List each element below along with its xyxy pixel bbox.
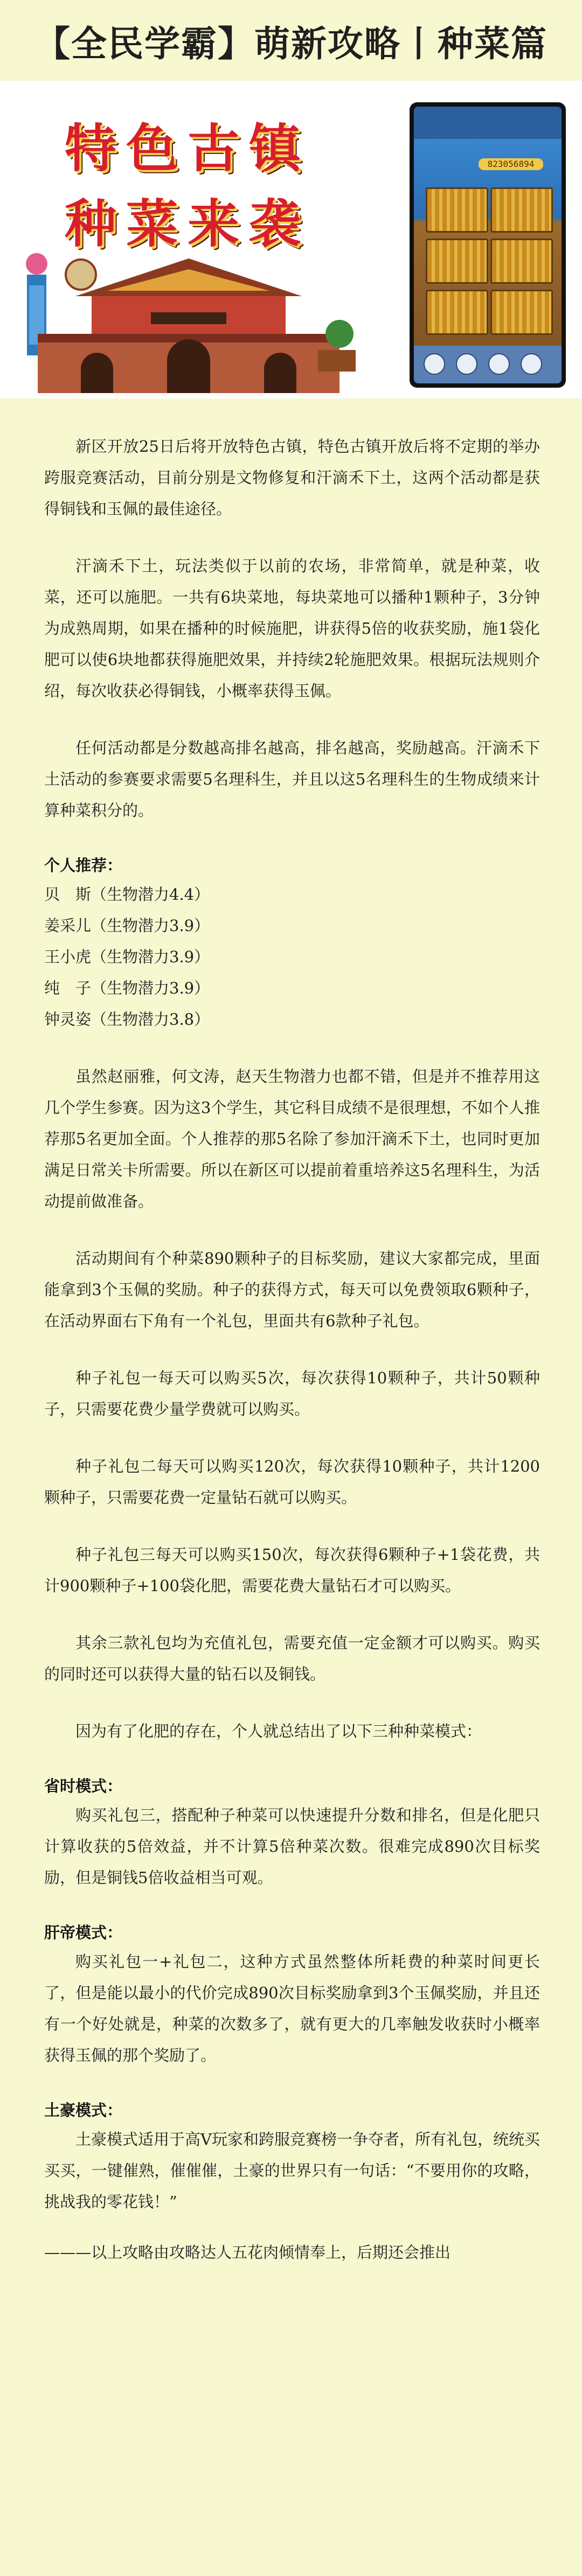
list-item: 钟灵姿（生物潜力3.8）: [44, 1010, 210, 1028]
art-title-line1: 特色古镇: [65, 118, 310, 179]
article-body: [44, 431, 540, 2268]
game-menu-icon: [424, 353, 445, 375]
paragraph: 土豪模式适用于高V玩家和跨服竞赛榜一争夺者，所有礼包，统统买买买，一键催熟，催催催，土豪的世界只有一句话：“不要用你的攻略，挑战我的零花钱！”: [44, 2130, 540, 2211]
paragraph: 虽然赵丽雅，何文涛，赵天生物潜力也都不错，但是并不推荐用这几个学生参赛。因为这3个学生，其它科目成绩不是很理想，不如个人推荐那5名更加全面。个人推荐的那5名除了参加汗滴禾下土，也同时更加满足日常关卡所需要。所以在新区可以提前着重培养这5名理科生，为活动提前做准备。: [44, 1067, 540, 1210]
paragraph: 种子礼包三每天可以购买150次，每次获得6颗种子+1袋花费，共计900颗种子+100袋化肥，需要花费大量钻石才可以购买。: [44, 1545, 540, 1595]
game-score: 823056894: [479, 158, 543, 170]
farm-plot: [426, 239, 488, 284]
section-heading: 肝帝模式：: [44, 1923, 123, 1942]
game-top-bar: [414, 107, 562, 139]
paragraph: 活动期间有个种菜890颗种子的目标奖励，建议大家都完成，里面能拿到3个玉佩的奖励。种子的获得方式，每天可以免费领取6颗种子，在活动界面右下角有一个礼包，里面共有6款种子礼包。: [44, 1249, 540, 1330]
footer-note: ———以上攻略由攻略达人五花肉倾情奉上，后期还会推出: [44, 2243, 451, 2262]
list-item: 王小虎（生物潜力3.9）: [44, 948, 210, 966]
list-item: 纯 子（生物潜力3.9）: [44, 979, 210, 997]
paragraph: 种子礼包一每天可以购买5次，每次获得10颗种子，共计50颗种子，只需要花费少量学费就可以购买。: [44, 1369, 540, 1418]
paragraph: 其余三款礼包均为充值礼包，需要充值一定金额才可以购买。购买的同时还可以获得大量的钻石以及铜钱。: [44, 1634, 540, 1683]
paragraph: 汗滴禾下土，玩法类似于以前的农场，非常简单，就是种菜，收菜，还可以施肥。一共有6块菜地，每块菜地可以播种1颗种子，3分钟为成熟周期，如果在播种的时候施肥，讲获得5倍的收获奖励，施1袋化肥可以使6块地都获得施肥效果，并持续2轮施肥效果。根据玩法规则介绍，每次收获必得铜钱，小概率获得玉佩。: [44, 557, 540, 700]
farm-plot: [426, 290, 488, 335]
game-screenshot-phone: [410, 102, 566, 388]
banner-title: 【全民学霸】萌新攻略丨种菜篇: [34, 23, 548, 65]
farm-plot: [426, 187, 488, 233]
farm-plot: [490, 239, 553, 284]
header-banner: [0, 0, 582, 81]
paragraph: 购买礼包三，搭配种子种菜可以快速提升分数和排名，但是化肥只计算收获的5倍效益，并不计算5倍种菜次数。很难完成890次目标奖励，但是铜钱5倍收益相当可观。: [44, 1806, 540, 1887]
game-menu-icon: [488, 353, 510, 375]
list-item: 姜采儿（生物潜力3.9）: [44, 916, 210, 935]
list-item: 贝 斯（生物潜力4.4）: [44, 885, 210, 904]
ancient-gate-icon: [16, 242, 361, 398]
section-heading: 省时模式：: [44, 1777, 123, 1795]
hero-section: [0, 81, 582, 398]
paragraph: 因为有了化肥的存在，个人就总结出了以下三种种菜模式：: [75, 1722, 482, 1740]
game-screen: [414, 107, 562, 383]
ancient-town-artwork: [16, 102, 361, 393]
paragraph: 新区开放25日后将开放特色古镇，特色古镇开放后将不定期的举办跨服竞赛活动，目前分别是文物修复和汗滴禾下土，这两个活动都是获得铜钱和玉佩的最佳途径。: [44, 437, 540, 518]
art-title-line2: 种菜来袭: [65, 194, 310, 254]
section-heading: 个人推荐：: [44, 856, 123, 874]
game-menu-icon: [521, 353, 542, 375]
paragraph: 任何活动都是分数越高排名越高，排名越高，奖励越高。汗滴禾下土活动的参赛要求需要5名理科生，并且以这5名理科生的生物成绩来计算种菜积分的。: [44, 739, 540, 820]
section-heading: 土豪模式：: [44, 2101, 123, 2119]
farm-plot: [490, 290, 553, 335]
game-menu-icon: [456, 353, 477, 375]
paragraph: 购买礼包一+礼包二，这种方式虽然整体所耗费的种菜时间更长了，但是能以最小的代价完成890次目标奖励拿到3个玉佩奖励，并且还有一个好处就是，种菜的次数多了，就有更大的几率触发收获时小概率获得玉佩的那个奖励了。: [44, 1952, 540, 2064]
paragraph: 种子礼包二每天可以购买120次，每次获得10颗种子，共计1200颗种子，只需要花费一定量钻石就可以购买。: [44, 1457, 540, 1507]
farm-plot: [490, 187, 553, 233]
game-bottom-bar: [414, 346, 562, 383]
